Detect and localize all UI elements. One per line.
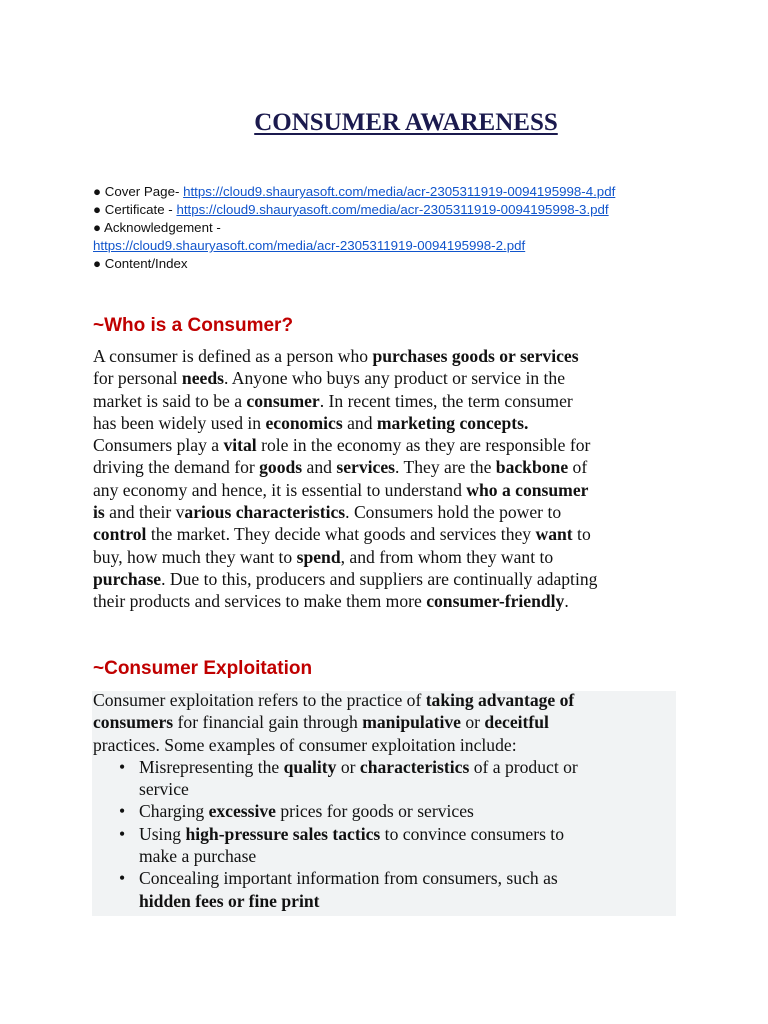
bold-text: needs (181, 368, 224, 389)
bold-text: backbone (495, 457, 569, 478)
text: to convince consumers to (380, 823, 564, 844)
text-line (93, 434, 597, 456)
text: . Due to this, producers and suppliers are continually adapting (161, 568, 598, 589)
text: . Anyone who buys any product or service in the (223, 368, 566, 389)
bold-text: control (93, 524, 147, 545)
text-line (93, 479, 597, 501)
text: and (302, 457, 337, 478)
text: Charging (139, 801, 209, 822)
bold-text: high-pressure sales tactics (185, 823, 381, 844)
text-line (93, 711, 578, 733)
text: role in the economy as they are responsible for (256, 435, 591, 456)
bold-text: purchase (93, 568, 162, 589)
text: of (568, 457, 588, 478)
bold-text: consumers (93, 712, 174, 733)
text: and their v (104, 502, 185, 523)
text: to (572, 524, 591, 545)
bold-text: hidden fees or fine print (139, 890, 320, 911)
text-line (139, 756, 578, 778)
bold-text: who a consumer (466, 479, 589, 500)
text: . In recent times, the term consumer (319, 390, 573, 411)
text-line (93, 501, 597, 523)
link-label: Acknowledgement - (104, 220, 221, 235)
text: . They are the (394, 457, 496, 478)
text: the market. They decide what goods and services they (146, 524, 536, 545)
text: Concealing important information from consumers, such as (139, 868, 558, 889)
text: make a purchase (139, 846, 257, 867)
text: Consumers play a (93, 435, 224, 456)
link-item (93, 183, 615, 201)
text: . (564, 591, 569, 612)
link-label: Cover Page- (104, 184, 184, 199)
bold-text: is (93, 502, 105, 523)
text-line (93, 523, 597, 545)
bullet-icon: • (119, 823, 126, 844)
text: their products and services to make them more (93, 591, 427, 612)
link-item (93, 219, 615, 237)
text: has been widely used in (93, 412, 266, 433)
document-link[interactable]: https://cloud9.shauryasoft.com/media/acr-2305311919-0094195998-2.pdf (93, 238, 526, 253)
bold-text: spend (296, 546, 341, 567)
heading-consumer-exploitation: ~Consumer Exploitation (93, 658, 313, 679)
bold-text: deceitful (484, 712, 549, 733)
link-label: Certificate - (104, 202, 177, 217)
text: any economy and hence, it is essential to understand (93, 479, 467, 500)
text-line (139, 778, 578, 800)
link-item (93, 201, 615, 219)
text-line (93, 546, 597, 568)
bullet-icon: • (119, 868, 126, 889)
text-line (93, 689, 578, 711)
heading-who-is-consumer: ~Who is a Consumer? (93, 315, 294, 336)
text: driving the demand for (93, 457, 260, 478)
list-item (93, 756, 578, 801)
link-list (93, 183, 615, 273)
text-line (93, 734, 578, 756)
text-line (93, 412, 597, 434)
bold-text: taking advantage of (425, 690, 575, 710)
paragraph-who-is-consumer (93, 345, 597, 613)
text-line (93, 367, 597, 389)
list-item (93, 867, 578, 912)
text: practices. Some examples of consumer exploitation include: (93, 734, 517, 755)
text-line (139, 890, 578, 912)
text: buy, how much they want to (93, 546, 297, 567)
link-line (93, 237, 615, 255)
paragraph-consumer-exploitation (93, 689, 578, 912)
bold-text: manipulative (362, 712, 461, 733)
bold-text: marketing concepts. (376, 412, 529, 433)
bullet-icon: • (119, 756, 126, 777)
bold-text: purchases goods or services (372, 346, 579, 366)
bold-text: excessive (208, 801, 276, 822)
bold-text: consumer-friendly (426, 591, 565, 612)
text: for financial gain through (173, 712, 363, 733)
list-item (93, 823, 578, 868)
text-line (93, 390, 597, 412)
text-line (93, 590, 597, 612)
text-line (93, 568, 597, 590)
text: . Consumers hold the power to (345, 502, 562, 523)
text: or (336, 756, 360, 777)
bold-text: services (336, 457, 395, 478)
text: and (342, 412, 377, 433)
bold-text: goods (259, 457, 303, 478)
bullet-icon: • (119, 801, 126, 822)
bold-text: vital (223, 435, 257, 456)
text-line (139, 823, 578, 845)
bold-text: quality (283, 756, 337, 777)
text: market is said to be a (93, 390, 247, 411)
document-title: CONSUMER AWARENESS (254, 109, 558, 136)
text-line (139, 800, 578, 822)
text: Using (139, 823, 186, 844)
text: service (139, 779, 189, 800)
text: or (460, 712, 485, 733)
text: prices for goods or services (275, 801, 474, 822)
text: Misrepresenting the (139, 756, 284, 777)
text-line (139, 867, 578, 889)
bullet-icon: ● (93, 220, 102, 235)
text: of a product or (469, 756, 578, 777)
text-line (93, 456, 597, 478)
bold-text: characteristics (359, 756, 470, 777)
bullet-icon: ● (93, 202, 102, 217)
text: Consumer exploitation refers to the practice of (93, 690, 426, 710)
bold-text: arious characteristics (184, 502, 346, 523)
text: for personal (93, 368, 182, 389)
list-item (93, 800, 578, 822)
bold-text: economics (265, 412, 343, 433)
text: , and from whom they want to (340, 546, 554, 567)
link-label: Content/Index (104, 256, 188, 271)
bold-text: want (535, 524, 573, 545)
document-link[interactable]: https://cloud9.shauryasoft.com/media/acr-2305311919-0094195998-4.pdf (183, 184, 616, 199)
text: A consumer is defined as a person who (93, 346, 373, 366)
text-line (93, 345, 597, 367)
document-link[interactable]: https://cloud9.shauryasoft.com/media/acr-2305311919-0094195998-3.pdf (176, 202, 609, 217)
bullet-icon: ● (93, 184, 102, 199)
bold-text: consumer (246, 390, 320, 411)
text-line (139, 845, 578, 867)
bullet-icon: ● (93, 256, 102, 271)
link-item (93, 255, 615, 273)
